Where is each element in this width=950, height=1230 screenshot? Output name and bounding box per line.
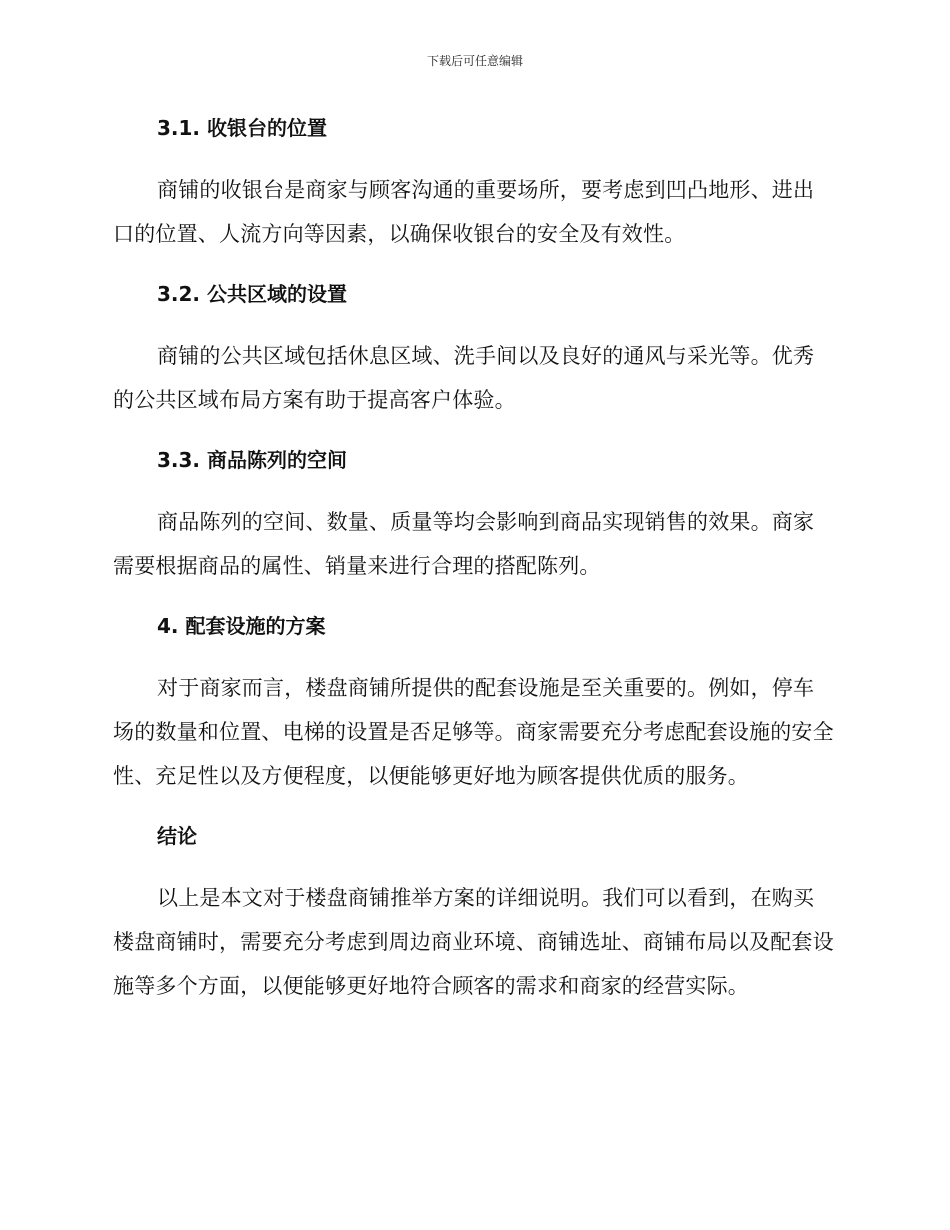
section-heading: 3.2. 公共区域的设置 <box>157 282 347 306</box>
section-display-space <box>113 442 835 588</box>
section-public-area <box>113 276 835 422</box>
section-heading: 4. 配套设施的方案 <box>157 614 326 638</box>
document-body <box>113 110 835 1028</box>
section-paragraph: 商品陈列的空间、数量、质量等均会影响到商品实现销售的效果。商家需要根据商品的属性、销量来进行合理的搭配陈列。 <box>113 510 815 578</box>
section-supporting-facilities <box>113 608 835 798</box>
section-heading: 3.1. 收银台的位置 <box>157 116 327 140</box>
section-heading: 结论 <box>157 824 197 848</box>
section-paragraph: 商铺的收银台是商家与顾客沟通的重要场所，要考虑到凹凸地形、进出口的位置、人流方向等因素，以确保收银台的安全及有效性。 <box>113 178 815 246</box>
section-paragraph: 商铺的公共区域包括休息区域、洗手间以及良好的通风与采光等。优秀的公共区域布局方案有助于提高客户体验。 <box>113 344 815 412</box>
page-header: 下载后可任意编辑 <box>426 54 523 68</box>
section-paragraph: 以上是本文对于楼盘商铺推举方案的详细说明。我们可以看到，在购买楼盘商铺时，需要充分考虑到周边商业环境、商铺选址、商铺布局以及配套设施等多个方面，以便能够更好地符合顾客的需求和商家的经营实际。 <box>113 886 834 998</box>
section-cashier-location <box>113 110 835 256</box>
section-heading: 3.3. 商品陈列的空间 <box>157 448 347 472</box>
section-paragraph: 对于商家而言，楼盘商铺所提供的配套设施是至关重要的。例如，停车场的数量和位置、电梯的设置是否足够等。商家需要充分考虑配套设施的安全性、充足性以及方便程度，以便能够更好地为顾客提供优质的服务。 <box>113 676 834 788</box>
section-conclusion <box>113 818 835 1008</box>
